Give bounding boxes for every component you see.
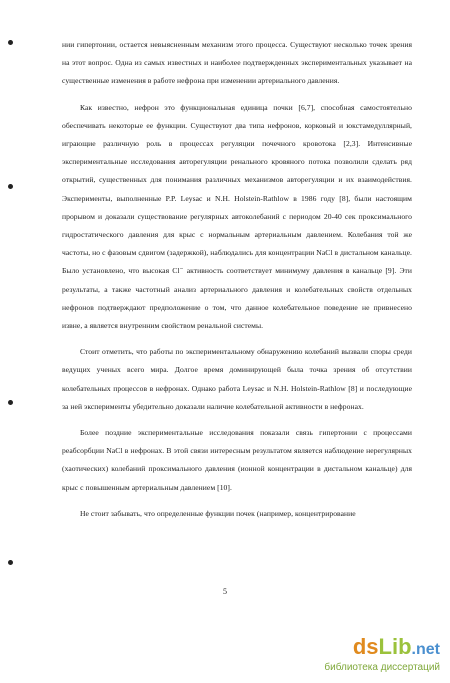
paragraph: Стоит отметить, что работы по экспериментальному обнаружению колебаний вызвали споры среди ведущих ученых всего мира. Долгое время доминирующей была точка зрения об отсутствии колебательных процессов в нефронах. Однако работа Leysac и N.H. Holstein-Rathlow [8] и последующие за ней эксперименты убедительно доказали наличие колебательной активности в нефронах. — [62, 347, 412, 411]
scan-mark — [8, 400, 13, 405]
watermark[interactable] — [290, 635, 440, 673]
page-number: 5 — [223, 587, 227, 596]
paragraph: нии гипертонии, остается невыясненным механизм этого процесса. Существуют несколько точек зрения на этот вопрос. Одна из самых известных и наиболее подтвержденных экспериментальных указывает на существенные изменения в работе нефрона при изменении артериального давления. — [62, 40, 412, 86]
paragraph: Не стоит забывать, что определенные функции почек (например, концентрирование — [80, 508, 356, 518]
scan-mark — [8, 40, 13, 45]
scan-mark — [8, 560, 13, 565]
paragraph: Как известно, нефрон это функциональная единица почки [6,7], способная самостоятельно обеспечивать некоторые ее функции. Существуют два типа нефронов, корковый и юкстамедуллярный, играющие различную роль в процессах регуляции почечного кровотока [2,3]. Интенсивные экспериментальные исследования авторегуляции ренального кровяного потока позволили сделать ряд открытий, существенных для понимания различных механизмов авторегуляции и их взаимодействия. Эксперименты, выполненные P.P. Leysac и N.H. Holstein-Rathlow в 1986 году [8], были настоящим прорывом и доказали существование регулярных автоколебаний с периодом 20-40 сек проксимального гидростатического давления для крыс с нормальным артериальным давлением. Колебания той же частоты, но с фазовым сдвигом (задержкой), наблюдались для концентрации NaCl в дистальном канальце. Было установлено, что высокая Cl⁻ активность соответствует минимуму давления в канальце [9]. Эти результаты, а также частотный анализ артериального давления и колебательных свойств отдельных нефронов подтверждают предположение о том, что данное колебательное поведение не привнесено извне, а является внутренним свойством ренальной системы. — [62, 102, 412, 331]
watermark-subtitle: библиотека диссертаций — [324, 662, 440, 673]
body-text — [62, 36, 412, 523]
paragraph: Более поздние экспериментальные исследования показали связь гипертонии с процессами реабсорбции NaCl в нефронах. В этой связи интересным результатом является наблюдение нерегулярных (хаотических) колебаний проксимального давления (ионной концентрации в дистальном канальце) для крыс с повышенным артериальным давлением [10]. — [62, 428, 412, 492]
watermark-logo: dsLib.net — [352, 634, 440, 659]
scan-mark — [8, 184, 13, 189]
